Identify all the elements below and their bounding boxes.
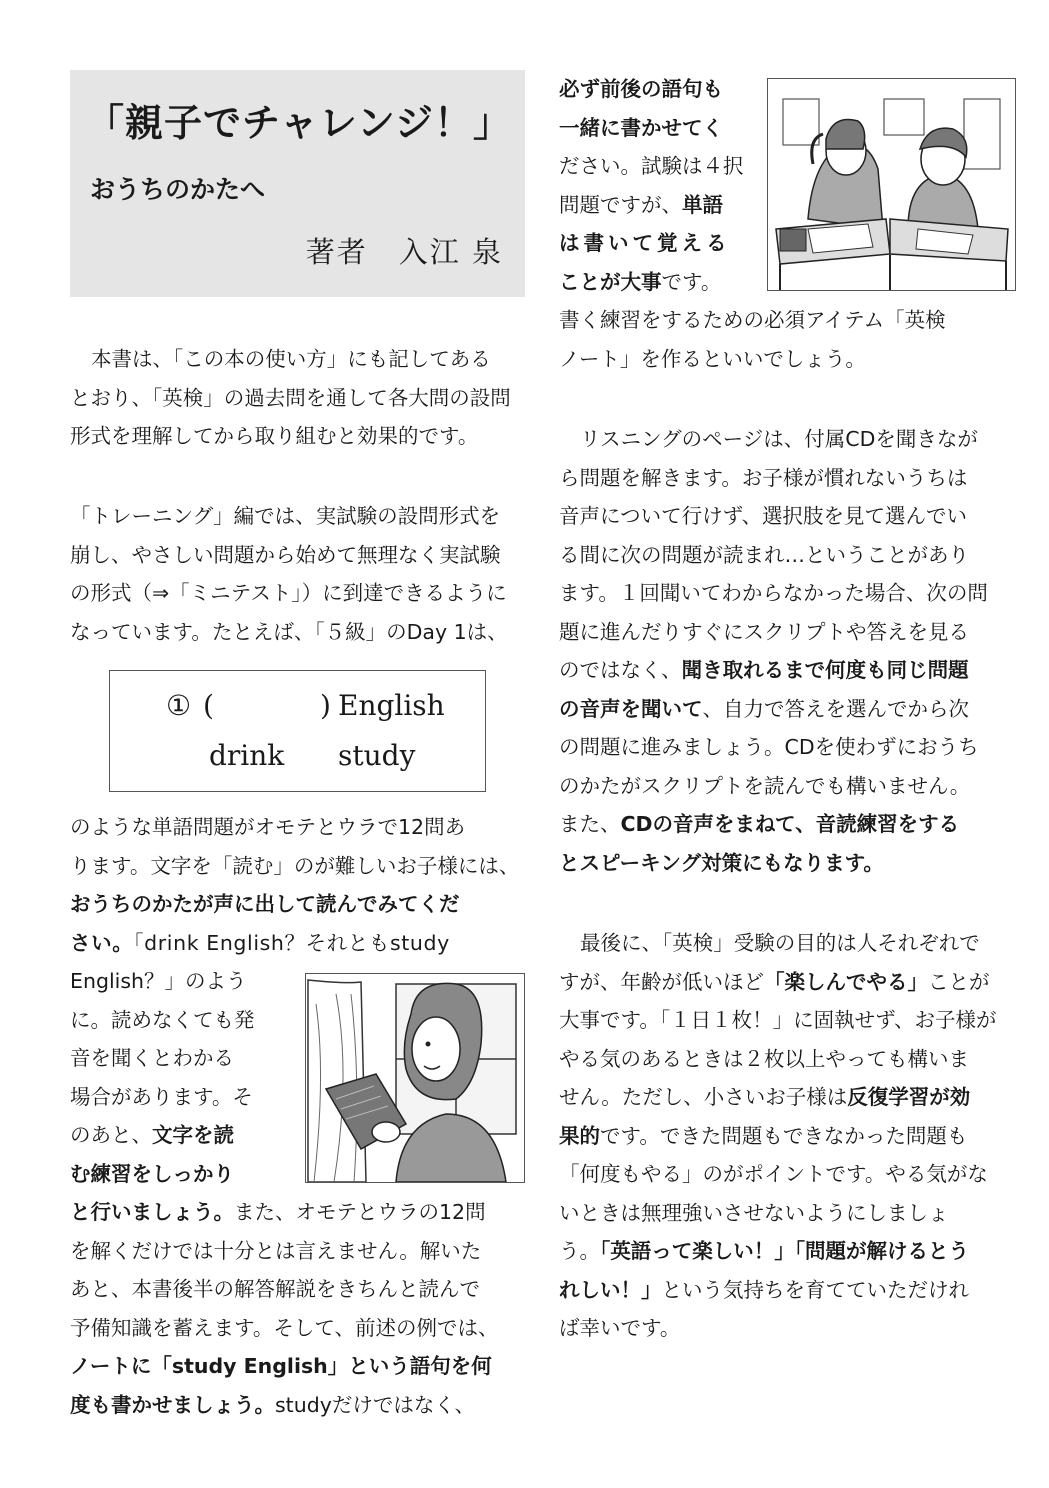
text-line: 「何度もやる」のがポイントです。やる気がな xyxy=(559,1162,988,1186)
text-line-bold: とスピーキング対策にもなります。 xyxy=(559,850,884,875)
text-line: のかたがスクリプトを読んでも構いません。 xyxy=(559,773,971,798)
text-bold: 反復学習が効 xyxy=(847,1085,971,1109)
text-normal: のではなく、 xyxy=(559,658,682,682)
text-line: ます。１回聞いてわからなかった場合、次の問 xyxy=(559,581,988,605)
text-bold: 聞き取れるまで何度も同じ問題 xyxy=(681,658,969,682)
text-bold: CDの音声をまねて、音読練習をする xyxy=(620,812,960,836)
text-line-bold: ノートに「study English」という語句を何 xyxy=(70,1354,492,1378)
text-line: の問題に進みましょう。CDを使わずにおうち xyxy=(559,735,979,759)
text-normal: です。できた問題もできなかった問題も xyxy=(600,1123,968,1148)
text-normal: 、自力で答えを選んでから次 xyxy=(702,696,969,721)
text-line: ノート」を作るといいでしょう。 xyxy=(559,346,866,371)
paragraph-writing-narrow xyxy=(559,70,759,301)
text-bold: 文字を読 xyxy=(152,1123,234,1147)
text-normal: せん。ただし、小さいお子様は xyxy=(559,1085,848,1109)
choice-drink: drink xyxy=(209,739,285,772)
text-line: とおり、「英検」の過去問を通して各大問の設問 xyxy=(70,385,511,410)
choice-study: study xyxy=(338,739,416,772)
text-line: に。読めなくても発 xyxy=(70,1007,255,1032)
text-line: 書く練習をするための必須アイテム「英検 xyxy=(559,308,946,332)
text-normal: です。 xyxy=(661,269,722,294)
text-line: 大事です。「１日１枚！」に固執せず、お子様が xyxy=(559,1008,997,1032)
text-bold: 果的 xyxy=(559,1123,600,1148)
paragraph-listening xyxy=(559,420,1014,882)
page-title: 「親子でチャレンジ！」 xyxy=(86,101,512,145)
text-line: 「トレーニング」編では、実試験の設問形式を xyxy=(70,504,501,528)
text-bold: 度も書かせましょう。 xyxy=(70,1392,275,1417)
text-line-bold: 一緒に書かせてく xyxy=(559,115,723,140)
text-line-bold: おうちのかたが声に出して読んでみてくだ xyxy=(70,892,460,916)
text-line-bold: 必ず前後の語句も xyxy=(559,77,723,101)
text-line: ります。文字を「読む」のが難しいお子様には、 xyxy=(70,853,520,878)
text-line: のような単語問題がオモテとウラで12問あ xyxy=(70,815,466,839)
text-line: やる気のあるときは２枚以上やっても構いま xyxy=(559,1046,969,1071)
text-line: ば幸いです。 xyxy=(559,1316,681,1340)
text-bold: 「楽しんでやる」 xyxy=(764,969,928,994)
example-question-box xyxy=(109,670,486,792)
text-bold: と行いましょう。 xyxy=(70,1200,234,1224)
author-name: 著者 入江 泉 xyxy=(305,235,503,269)
paragraph-intro xyxy=(70,340,525,456)
text-line: あと、本書後半の解答解説をきちんと読んで xyxy=(70,1277,480,1301)
text-line: いときは無理強いさせないようにしましょ xyxy=(559,1200,949,1225)
text-line: 予備知識を蓄えます。そして、前述の例では、 xyxy=(70,1315,499,1340)
text-normal: 「drink English？それともstudy xyxy=(133,930,450,955)
text-line: る間に次の問題が読まれ…ということがあり xyxy=(559,542,969,567)
reading-woman-illustration xyxy=(305,973,525,1183)
text-bold: れしい！」 xyxy=(559,1277,662,1302)
text-line: なっています。たとえば、「５級」のDay 1は、 xyxy=(70,619,508,644)
children-studying-illustration xyxy=(767,78,1016,291)
text-line: 場合があります。そ xyxy=(70,1084,253,1109)
text-line: 崩し、やさしい問題から始めて無理なく実試験 xyxy=(70,542,501,567)
text-line: の形式（⇒「ミニテスト」）に到達できるように xyxy=(70,581,507,605)
example-word: English xyxy=(338,689,445,722)
text-line: 本書は、「この本の使い方」にも記してある xyxy=(91,347,491,371)
paren-open: ( xyxy=(203,689,214,722)
paragraph-writing xyxy=(559,301,1014,378)
text-line: 音声について行けず、選択肢を見て選んでい xyxy=(559,504,967,528)
text-normal: ことが xyxy=(928,969,990,994)
text-bold: ことが大事 xyxy=(559,269,662,294)
page-subtitle: おうちのかたへ xyxy=(90,175,266,204)
text-bold: 単語 xyxy=(682,192,723,217)
text-bold: さい。 xyxy=(70,930,134,955)
paren-close: ) xyxy=(320,689,331,722)
text-normal: studyだけではなく、 xyxy=(275,1392,475,1417)
text-line-bold: む練習をしっかり xyxy=(70,1161,234,1186)
text-line: リスニングのページは、付属CDを聞きなが xyxy=(580,427,978,451)
text-normal: という気持ちを育てていただけれ xyxy=(661,1277,969,1302)
text-normal: のあと、 xyxy=(70,1123,152,1147)
text-normal: また、オモテとウラの12問 xyxy=(234,1200,486,1224)
text-normal: また、 xyxy=(559,812,621,836)
paragraph-training xyxy=(70,497,525,651)
text-line: 音を聞くとわかる xyxy=(70,1046,234,1070)
text-line-bold: は書いて覚える xyxy=(559,231,731,255)
text-line: 形式を理解してから取り組むと効果的です。 xyxy=(70,424,479,448)
text-bold: の音声を聞いて xyxy=(559,696,703,721)
text-line: を解くだけでは十分とは言えません。解いた xyxy=(70,1238,482,1263)
text-normal: う。 xyxy=(559,1239,600,1263)
text-normal: すが、年齢が低いほど xyxy=(559,969,764,994)
text-line: 題に進んだりすぐにスクリプトや答えを見る xyxy=(559,619,969,644)
header-box xyxy=(70,70,525,297)
paragraph-closing xyxy=(559,924,1014,1348)
text-normal: 問題ですが、 xyxy=(559,192,682,217)
text-line: 最後に、「英検」受験の目的は人それぞれで xyxy=(580,931,980,955)
question-number: ① xyxy=(166,689,192,722)
text-line: ださい。試験は４択 xyxy=(559,154,744,178)
text-bold: 「英語って楽しい！」「問題が解けるとう xyxy=(600,1239,969,1263)
text-line: ら問題を解きます。お子様が慣れないうちは xyxy=(559,465,968,490)
text-line: English？」のよう xyxy=(70,969,247,993)
